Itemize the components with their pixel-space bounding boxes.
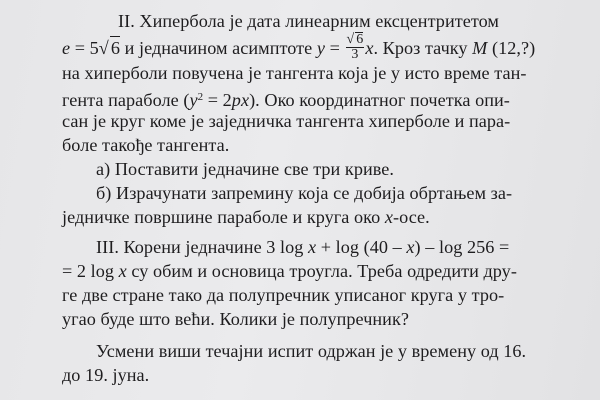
through-point-text: . Кроз тачку: [373, 38, 473, 58]
parabola-exponent: 2: [197, 91, 204, 103]
line-4-pre: гента параболе (: [62, 90, 190, 110]
p3-line-1-pre: III. Корени једначине 3 log: [96, 237, 309, 257]
p3-line-2-post: су обим и основица троугла. Треба одредити дру-: [126, 261, 517, 281]
p3-line-2-pre: = 2 log: [62, 261, 119, 281]
line-4-post: ). Око координатног почетка опи-: [249, 90, 510, 110]
numerator-sqrt-symbol: √: [346, 31, 355, 47]
p3-x1: x: [308, 237, 317, 257]
parabola-y: y: [189, 90, 198, 110]
asym-lhs: y: [316, 38, 326, 58]
problem-2-line-3: [62, 62, 582, 84]
point-coords: (12,?): [487, 38, 536, 58]
footer-line-2-text: до 19. јуна.: [62, 365, 150, 385]
item-b-line-2-pre: једничке површине параболе и круга око: [62, 207, 385, 227]
numerator-radicand: 6: [356, 31, 364, 47]
parabola-px: px: [231, 90, 250, 110]
fraction-denominator: 3: [351, 46, 359, 62]
problem-2-line-3-text: на хиперболи повучена је тангента која је у исто време тан-: [62, 63, 527, 83]
problem-2-line-5: [62, 110, 582, 132]
ecc-lhs: e: [62, 38, 71, 58]
problem-2-item-b-line-1: [96, 182, 600, 204]
footer-line-1: [96, 340, 600, 362]
ecc-radicand: 6: [110, 38, 120, 58]
problem-2-line-5-text: сан је круг коме је заједничка тангента хиперболе и пара-: [62, 111, 511, 131]
ecc-text: и једначином асимптоте: [119, 38, 317, 58]
parabola-eq: = 2: [203, 90, 232, 110]
sqrt-symbol: √: [98, 38, 109, 58]
problem-3-line-1: [96, 236, 600, 258]
problem-2-intro: [118, 10, 600, 32]
item-b-line-1-text: б) Израчунати запремину која се добија обртањем за-: [96, 183, 513, 203]
asym-eq: =: [325, 38, 345, 58]
problem-3-line-4-text: угао буде што већи. Колики је полупречник?: [62, 309, 409, 329]
problem-2-line-4: [62, 86, 582, 111]
item-b-line-2-post: -осе.: [393, 207, 430, 227]
problem-2-eccentricity-line: [62, 31, 582, 62]
p3-line-1-mid-2: ) – log 256 =: [414, 237, 510, 257]
footer-line-2: [62, 364, 582, 386]
problem-2-line-6: [62, 134, 582, 156]
problem-3-line-4: [62, 308, 582, 330]
p3-x3: x: [118, 261, 127, 281]
problem-2-item-b-line-2: [62, 206, 582, 228]
ecc-eq: = 5: [70, 38, 99, 58]
problem-2-item-a: [96, 158, 600, 180]
fraction-numerator: [346, 32, 365, 48]
problem-2-intro-text: II. Хипербола је дата линеарним ексцентритетом: [118, 11, 499, 31]
p3-x2: x: [406, 237, 415, 257]
footer-line-1-text: Усмени виши течајни испит одржан је у времену од 16.: [96, 341, 527, 361]
point-name: M: [472, 38, 488, 58]
problem-2-line-6-text: боле такође тангента.: [62, 135, 230, 155]
problem-3-line-2: [62, 260, 582, 282]
asym-var: x: [365, 38, 374, 58]
problem-3-line-3-text: ге две стране тако да полупречник уписаног круга у тро-: [62, 285, 505, 305]
item-a-text: а) Поставити једначине све три криве.: [96, 159, 395, 179]
item-b-axis: x: [384, 207, 393, 227]
problem-3-line-3: [62, 284, 582, 306]
asymptote-fraction: [346, 32, 365, 62]
p3-line-1-mid-1: + log (40 –: [316, 237, 407, 257]
